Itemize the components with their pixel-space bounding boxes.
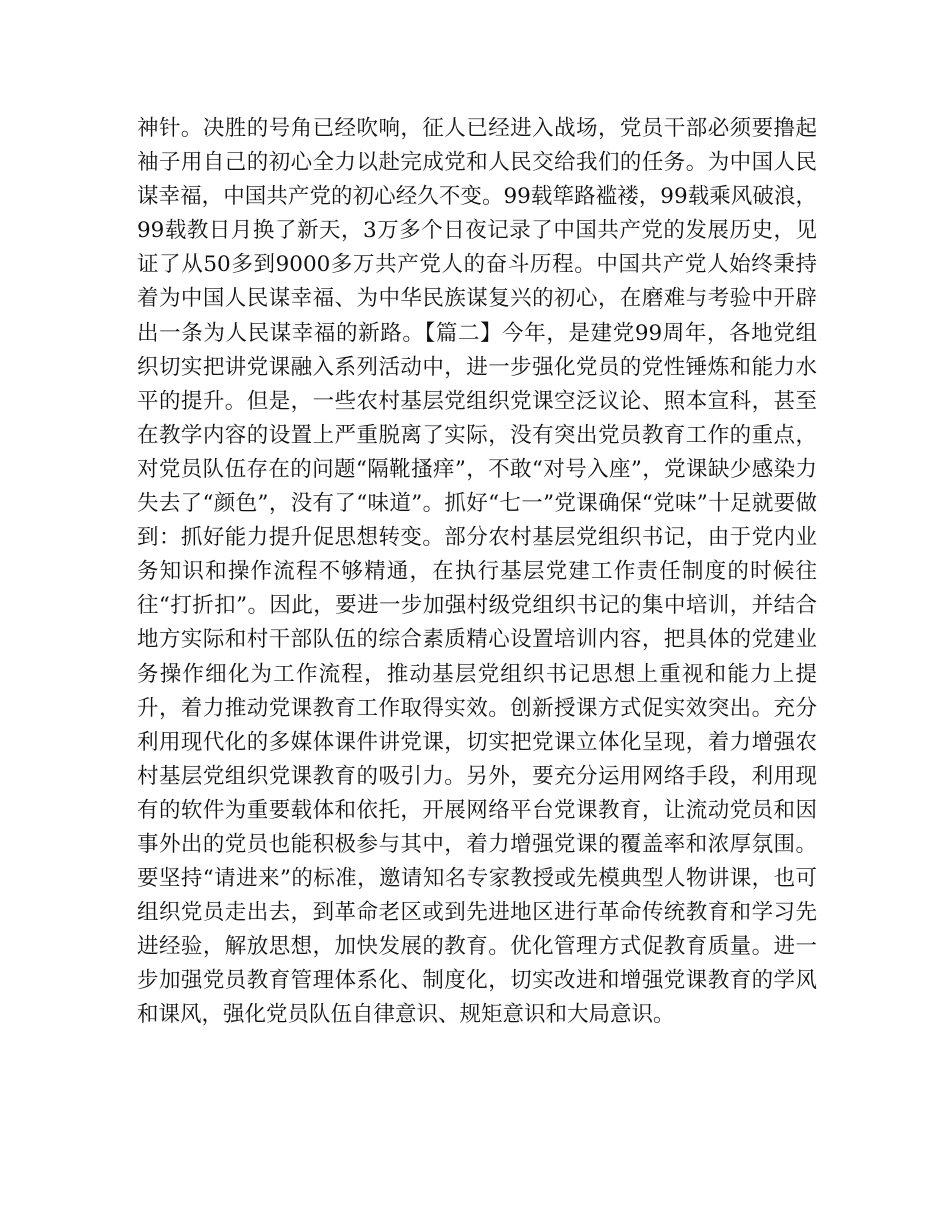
body-paragraph: 神针。决胜的号角已经吹响，征人已经进入战场，党员干部必须要撸起袖子用自己的初心全力以赴完成党和人民交给我们的任务。为中国人民谋幸福，中国共产党的初心经久不变。99载筚路褴褛，99载乘风破浪，99载教日月换了新天，3万多个日夜记录了中国共产党的发展历史，见证了从50多到9000多万共产党人的奋斗历程。中国共产党人始终秉持着为中国人民谋幸福、为中华民族谋复兴的初心，在磨难与考验中开辟出一条为人民谋幸福的新路。【篇二】今年，是建党99周年，各地党组织切实把讲党课融入系列活动中，进一步强化党员的党性锤炼和能力水平的提升。但是，一些农村基层党组织党课空泛议论、照本宣科，甚至在教学内容的设置上严重脱离了实际，没有突出党员教育工作的重点，对党员队伍存在的问题“隔靴搔痒”，不敢“对号入座”，党课缺少感染力失去了“颜色”，没有了“味道”。抓好“七一”党课确保“党味”十足就要做到：抓好能力提升促思想转变。部分农村基层党组织书记，由于党内业务知识和操作流程不够精通，在执行基层党建工作责任制度的时候往往“打折扣”。因此，要进一步加强村级党组织书记的集中培训，并结合地方实际和村干部队伍的综合素质精心设置培训内容，把具体的党建业务操作细化为工作流程，推动基层党组织书记思想上重视和能力上提升，着力推动党课教育工作取得实效。创新授课方式促实效突出。充分利用现代化的多媒体课件讲党课，切实把党课立体化呈现，着力增强农村基层党组织党课教育的吸引力。另外，要充分运用网络手段，利用现有的软件为重要载体和依托，开展网络平台党课教育，让流动党员和因事外出的党员也能积极参与其中，着力增强党课的覆盖率和浓厚氛围。要坚持“请进来”的标准，邀请知名专家教授或先模典型人物讲课，也可组织党员走出去，到革命老区或到先进地区进行革命传统教育和学习先进经验，解放思想，加快发展的教育。优化管理方式促教育质量。进一步加强党员教育管理体系化、制度化，切实改进和增强党课教育的学风和课风，强化党员队伍自律意识、规矩意识和大局意识。 xyxy=(137,116,817,1028)
